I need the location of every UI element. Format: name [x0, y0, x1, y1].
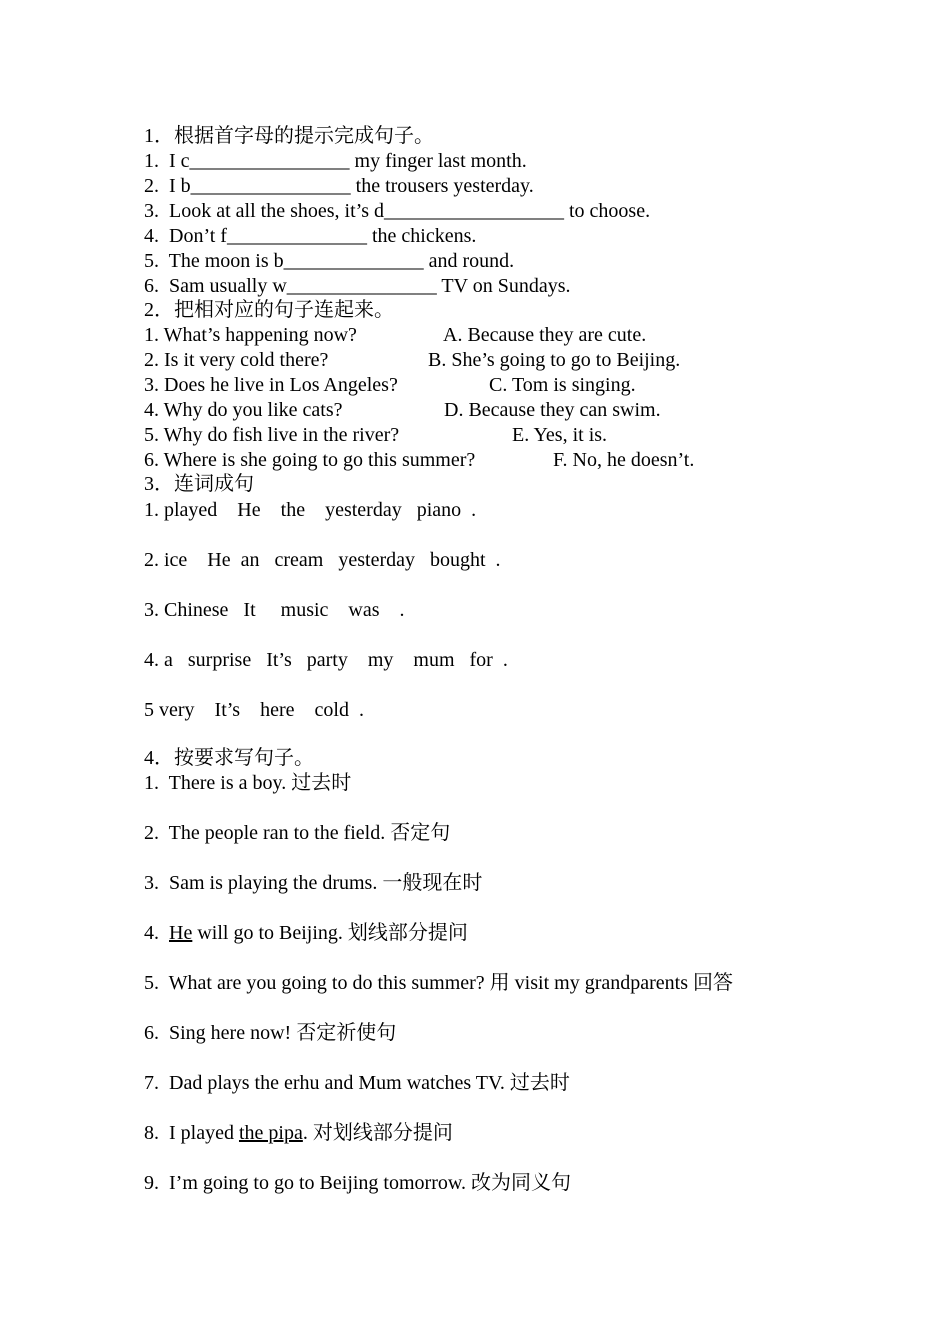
rewrite-item: [144, 771, 351, 796]
item-number: 7.: [144, 1072, 169, 1094]
word-order-item: 4. a surprise It’s party my mum for .: [144, 649, 508, 671]
fill-blank-item: 2. I b________________ the trousers yesterday.: [144, 175, 534, 197]
item-text: There is a boy. 过去时: [168, 772, 352, 794]
item-text: Dad plays the erhu and Mum watches TV. 过去时: [169, 1072, 570, 1094]
item-number: 2.: [144, 822, 169, 844]
item-text: . 对划线部分提问: [302, 1122, 453, 1144]
word-order-item: 1. played He the yesterday piano .: [144, 499, 477, 521]
match-question: 5. Why do fish live in the river?: [144, 424, 400, 446]
match-answer: E. Yes, it is.: [512, 424, 608, 446]
item-number: 8.: [144, 1122, 169, 1144]
item-number: 1.: [144, 772, 169, 794]
item-text: The people ran to the field. 否定句: [168, 822, 451, 844]
item-number: 5.: [144, 972, 169, 994]
match-answer: A. Because they are cute.: [443, 324, 647, 346]
item-number: 6.: [144, 1022, 169, 1044]
rewrite-item: [144, 1071, 570, 1096]
word-order-item: 3. Chinese It music was .: [144, 599, 405, 621]
underlined-text: the pipa: [238, 1122, 303, 1144]
match-question: 6. Where is she going to go this summer?: [144, 449, 476, 471]
match-answer: C. Tom is singing.: [489, 374, 636, 396]
match-question: 1. What’s happening now?: [144, 324, 357, 346]
fill-blank-item: 5. The moon is b______________ and round.: [144, 250, 515, 272]
underlined-text: He: [169, 922, 193, 944]
item-text: Sing here now! 否定祈使句: [169, 1022, 397, 1044]
rewrite-item: [144, 871, 482, 896]
section-4-title: 4．按要求写句子。: [144, 747, 314, 769]
word-order-item: 2. ice He an cream yesterday bought .: [144, 549, 501, 571]
rewrite-item: [144, 821, 450, 846]
item-number: 4.: [144, 922, 169, 944]
item-text: will go to Beijing. 划线部分提问: [192, 922, 468, 944]
word-order-item: 5 very It’s here cold .: [144, 699, 364, 721]
section-2-title: 2．把相对应的句子连起来。: [144, 299, 394, 321]
section-1-title: 1．根据首字母的提示完成句子。: [144, 125, 434, 147]
fill-blank-item: 3. Look at all the shoes, it’s d__________________ to choose.: [144, 200, 651, 222]
item-number: 3.: [144, 872, 169, 894]
item-text: I played: [169, 1122, 239, 1144]
rewrite-item: [144, 971, 733, 996]
section-3-title: 3．连词成句: [144, 473, 254, 495]
rewrite-item: [144, 1171, 571, 1196]
match-answer: D. Because they can swim.: [444, 399, 661, 421]
match-answer: F. No, he doesn’t.: [553, 449, 695, 471]
rewrite-item: [144, 921, 468, 946]
item-text: Sam is playing the drums. 一般现在时: [169, 872, 483, 894]
item-number: 9.: [144, 1172, 169, 1194]
fill-blank-item: 4. Don’t f______________ the chickens.: [144, 225, 477, 247]
match-question: 3. Does he live in Los Angeles?: [144, 374, 398, 396]
item-text: What are you going to do this summer? 用 visit my grandparents 回答: [168, 972, 733, 994]
rewrite-item: [144, 1021, 396, 1046]
item-text: I’m going to go to Beijing tomorrow. 改为同义句: [169, 1172, 572, 1194]
match-question: 4. Why do you like cats?: [144, 399, 343, 421]
fill-blank-item: 6. Sam usually w_______________ TV on Sundays.: [144, 275, 571, 297]
match-answer: B. She’s going to go to Beijing.: [428, 349, 681, 371]
fill-blank-item: 1. I c________________ my finger last month.: [144, 150, 527, 172]
match-question: 2. Is it very cold there?: [144, 349, 329, 371]
rewrite-item: [144, 1121, 453, 1146]
